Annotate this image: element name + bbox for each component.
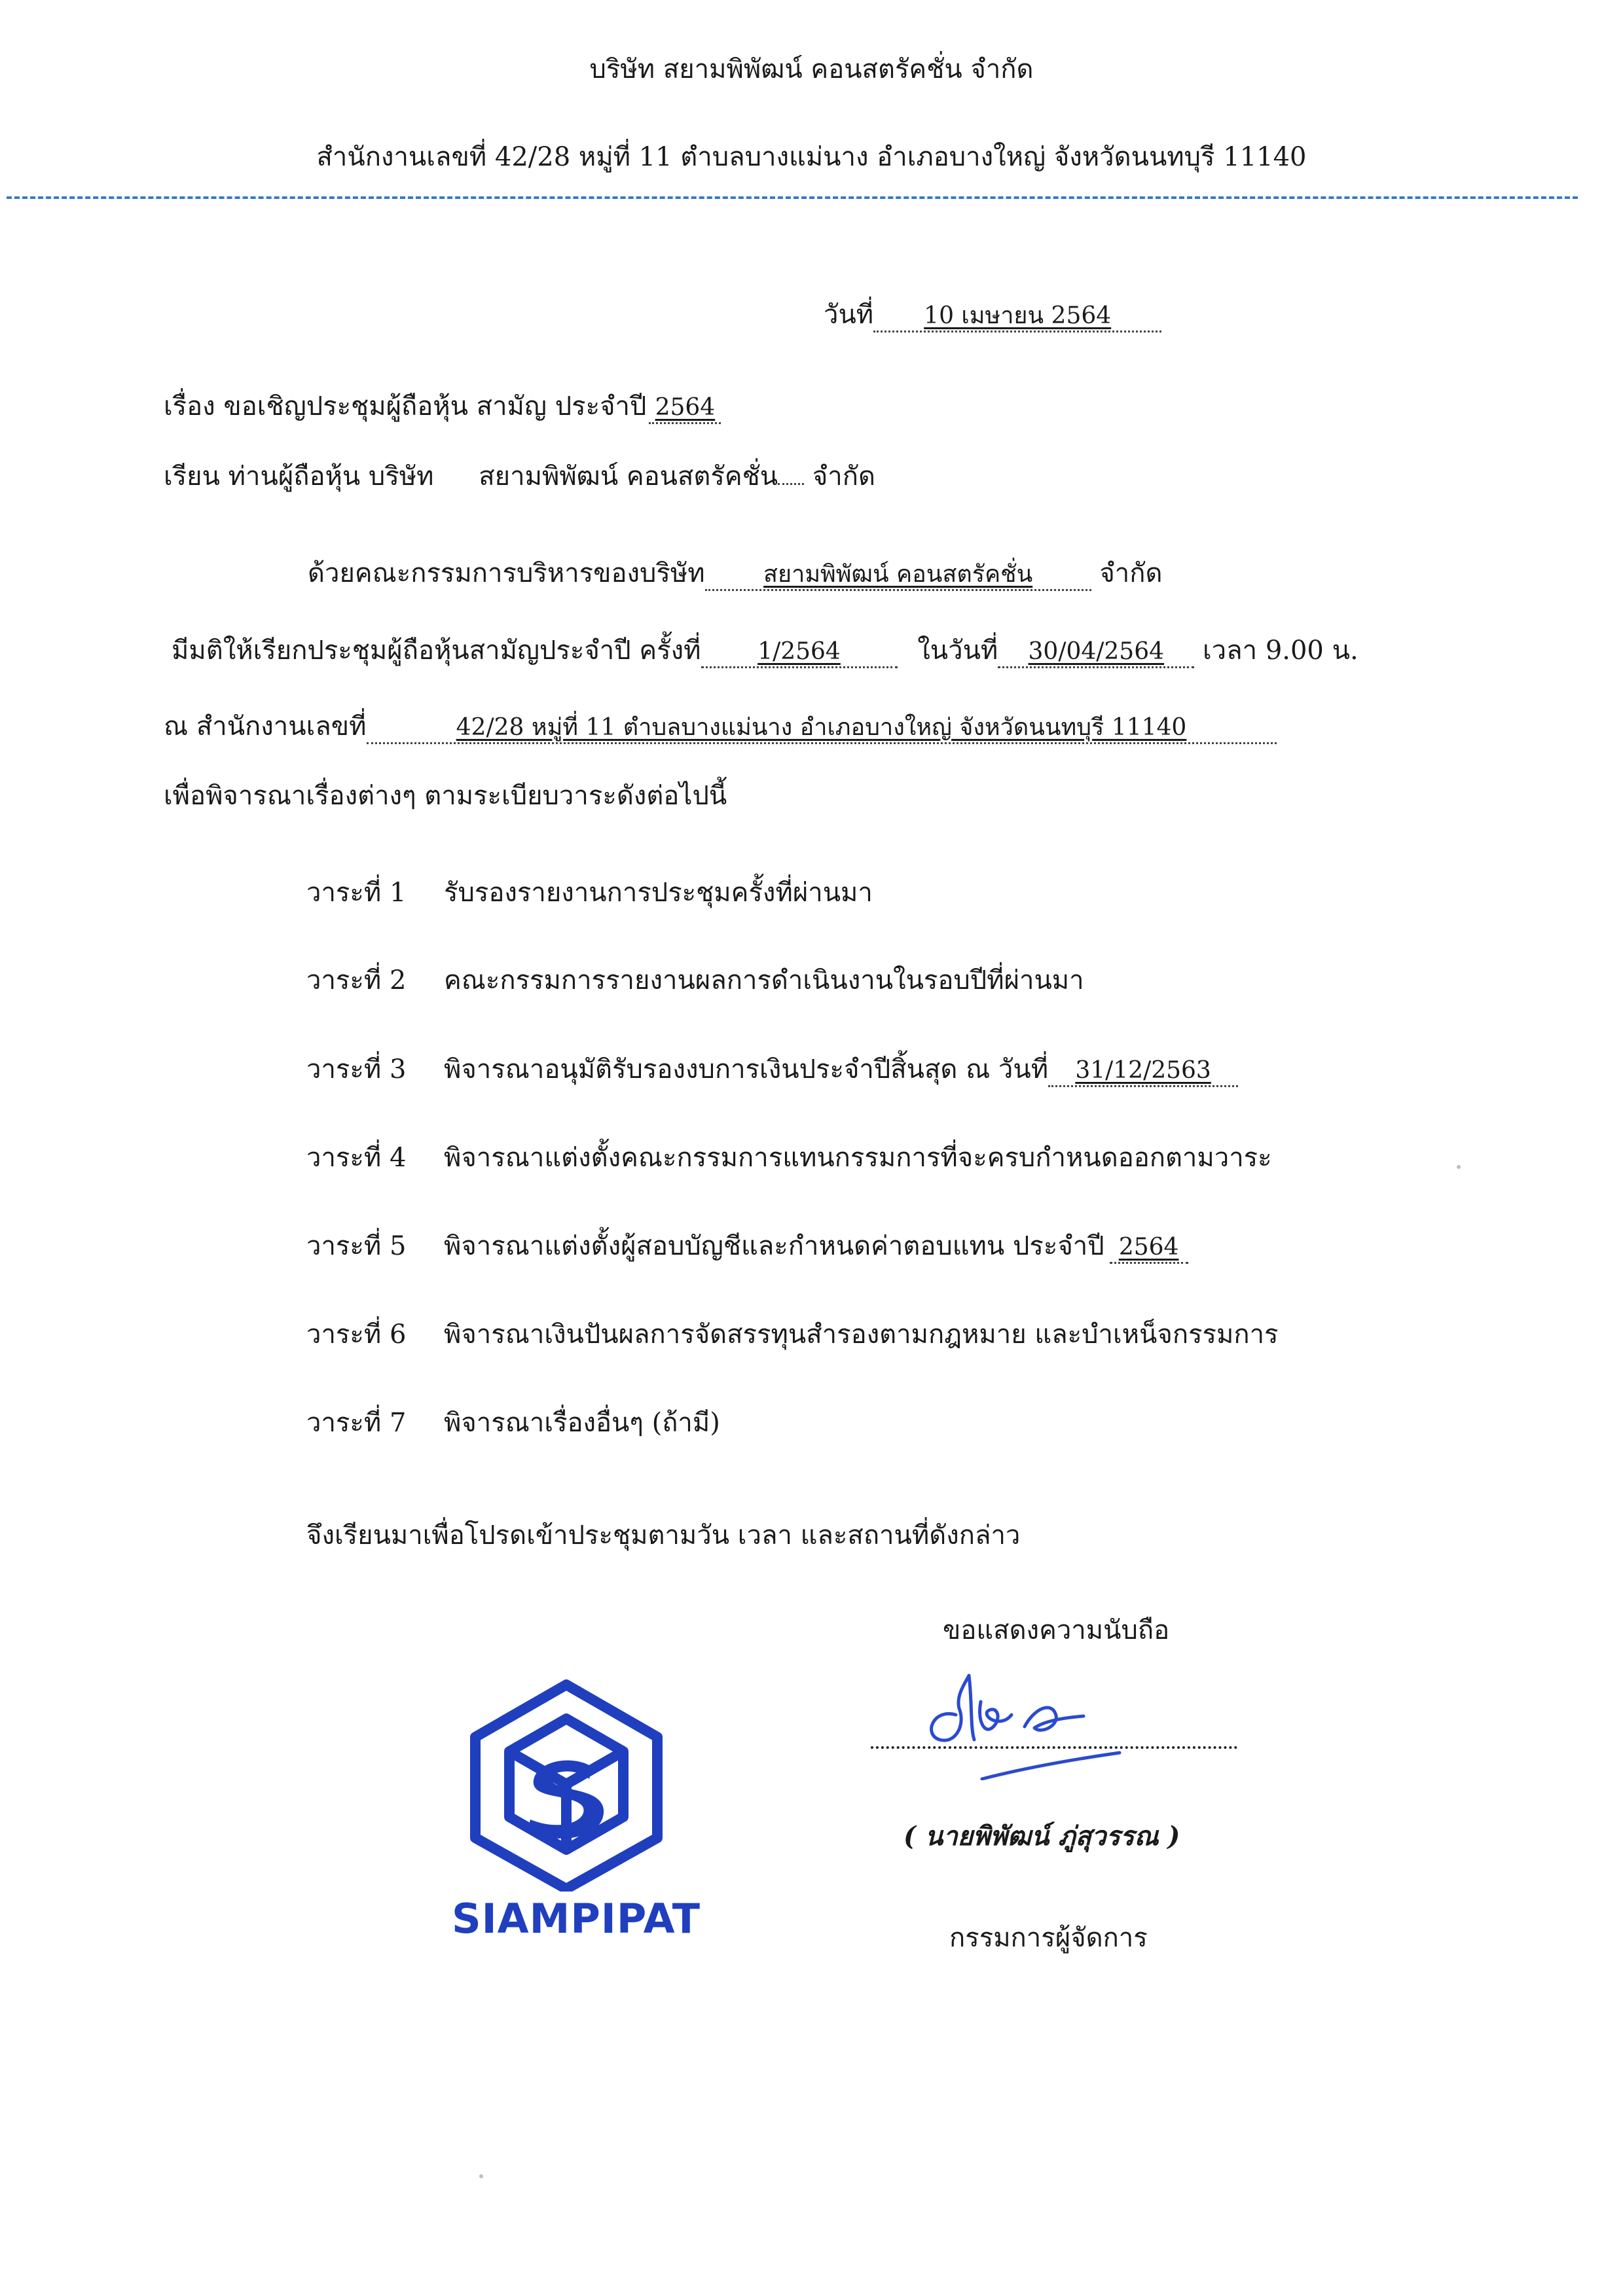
handwritten-signature xyxy=(903,1662,1178,1780)
body-line-3 xyxy=(164,709,1277,744)
recipient-company: สยามพิพัฒน์ คอนสตรัคชั่น xyxy=(479,461,778,492)
agenda-text: พิจารณาอนุมัติรับรองงบการเงินประจำปีสิ้นสุด ณ วันที่ xyxy=(444,1054,1049,1085)
date-line xyxy=(824,298,1161,332)
signature-line xyxy=(871,1746,1237,1749)
siampipat-logo-icon xyxy=(458,1676,674,1892)
agenda-text: พิจารณาแต่งตั้งผู้สอบบัญชีและกำหนดค่าตอบแทน ประจำปี xyxy=(444,1231,1104,1261)
company-name: บริษัท สยามพิพัฒน์ คอนสตรัคชั่น จำกัด xyxy=(589,54,1034,84)
body-l1-prefix: ด้วยคณะกรรมการบริหารของบริษัท xyxy=(308,558,705,588)
agenda-number: วาระที่ 6 xyxy=(306,1319,407,1350)
subject-year: 2564 xyxy=(649,393,721,424)
subject-label: เรื่อง ขอเชิญประชุมผู้ถือหุ้น สามัญ ประจำปี xyxy=(164,391,647,422)
agenda-fill-date: 31/12/2563 xyxy=(1048,1056,1238,1087)
agenda-number: วาระที่ 7 xyxy=(306,1408,407,1438)
body-l2-prefix: มีมติให้เรียกประชุมผู้ถือหุ้นสามัญประจำปี ครั้งที่ xyxy=(172,636,701,666)
agenda-number: วาระที่ 4 xyxy=(306,1143,407,1173)
agenda-text: พิจารณาเงินปันผลการจัดสรรทุนสำรองตามกฎหมาย และบำเหน็จกรรมการ xyxy=(444,1319,1279,1350)
agenda-text: คณะกรรมการรายงานผลการดำเนินงานในรอบปีที่ผ่านมา xyxy=(444,965,1084,996)
agenda-text: พิจารณาเรื่องอื่นๆ (ถ้ามี) xyxy=(444,1408,720,1438)
scan-speck xyxy=(479,2174,483,2178)
agenda-fill-year: 2564 xyxy=(1110,1233,1188,1264)
date-label: วันที่ xyxy=(824,300,874,330)
recipient-label: เรียน ท่านผู้ถือหุ้น บริษัท xyxy=(164,461,434,492)
agenda-number: วาระที่ 5 xyxy=(306,1231,407,1261)
body-l2-date-label: ในวันที่ xyxy=(917,636,998,666)
meeting-time: เวลา 9.00 น. xyxy=(1203,636,1359,666)
agenda-number: วาระที่ 3 xyxy=(306,1054,407,1085)
logo-wordmark: SIAMPIPAT xyxy=(451,1895,701,1943)
body-l1-suffix: จำกัด xyxy=(1099,558,1163,588)
agenda-text: พิจารณาแต่งตั้งคณะกรรมการแทนกรรมการที่จะครบกำหนดออกตามวาระ xyxy=(444,1143,1272,1173)
body-l3-prefix: ณ สำนักงานเลขที่ xyxy=(164,711,367,742)
closing-sentence: จึงเรียนมาเพื่อโปรดเข้าประชุมตามวัน เวลา และสถานที่ดังกล่าว xyxy=(306,1520,1021,1551)
date-value: 10 เมษายน 2564 xyxy=(873,302,1161,332)
signer-name: ( นายพิพัฒน์ ภู่สุวรรณ ) xyxy=(903,1821,1180,1852)
scan-speck xyxy=(1457,1165,1461,1169)
agenda-text-line xyxy=(444,1052,1238,1087)
signer-position: กรรมการผู้จัดการ xyxy=(949,1923,1148,1953)
meeting-number: 1/2564 xyxy=(701,637,898,668)
meeting-date: 30/04/2564 xyxy=(998,637,1194,668)
body-line-2 xyxy=(172,634,1359,668)
agenda-number: วาระที่ 2 xyxy=(306,965,407,996)
regards-text: ขอแสดงความนับถือ xyxy=(943,1615,1170,1645)
body-l1-company: สยามพิพัฒน์ คอนสตรัคชั่น xyxy=(705,560,1091,591)
company-address: สำนักงานเลขที่ 42/28 หมู่ที่ 11 ตำบลบางแม่นาง อำเภอบางใหญ่ จังหวัดนนทบุรี 11140 xyxy=(316,142,1307,172)
recipient-line xyxy=(164,459,875,493)
agenda-text: รับรองรายงานการประชุมครั้งที่ผ่านมา xyxy=(444,878,873,908)
meeting-place: 42/28 หมู่ที่ 11 ตำบลบางแม่นาง อำเภอบางใหญ่ จังหวัดนนทบุรี 11140 xyxy=(367,713,1277,744)
header-separator xyxy=(7,196,1578,199)
body-line-4: เพื่อพิจารณาเรื่องต่างๆ ตามระเบียบวาระดังต่อไปนี้ xyxy=(164,781,727,811)
body-line-1 xyxy=(308,556,1162,591)
agenda-number: วาระที่ 1 xyxy=(306,878,407,908)
recipient-dots xyxy=(778,483,804,485)
subject-line xyxy=(164,389,721,424)
agenda-text-line xyxy=(444,1229,1188,1264)
recipient-suffix: จำกัด xyxy=(812,461,875,492)
